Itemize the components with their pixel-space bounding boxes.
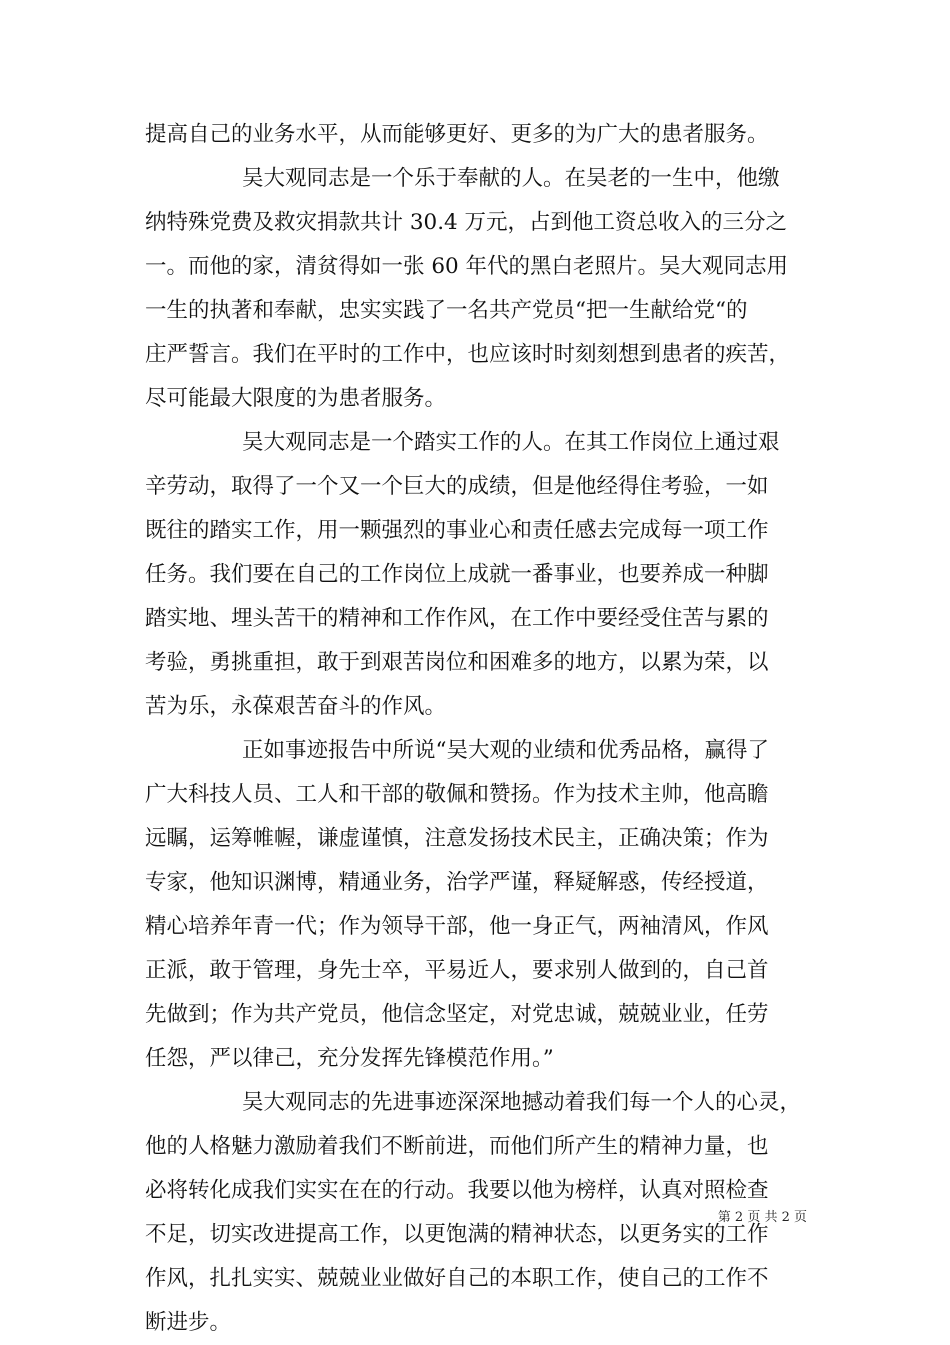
text-line: 任务。我们要在自己的工作岗位上成就一番事业，也要养成一种脚: [145, 562, 769, 587]
text-line: 任怨，严以律己，充分发挥先锋模范作用。”: [145, 1046, 554, 1071]
text-line: 断进步。: [145, 1310, 232, 1335]
text-line: 作风，扎扎实实、兢兢业业做好自己的本职工作，使自己的工作不: [145, 1266, 769, 1291]
text-line: 专家，他知识渊博，精通业务，治学严谨，释疑解惑，传经授道，: [145, 870, 769, 895]
text-line: 不足，切实改进提高工作，以更饱满的精神状态，以更务实的工作: [145, 1222, 769, 1247]
text-line: 踏实地、埋头苦干的精神和工作作风，在工作中要经受住苦与累的: [145, 606, 769, 631]
text-line: 远瞩，运筹帷幄，谦虚谨慎，注意发扬技术民主，正确决策；作为: [145, 826, 769, 851]
paragraph-start-line: 吴大观同志是一个乐于奉献的人。在吴老的一生中，他缴: [242, 166, 780, 191]
text-line: 尽可能最大限度的为患者服务。: [145, 386, 447, 411]
text-line: 精心培养年青一代；作为领导干部，他一身正气，两袖清风，作风: [145, 914, 769, 939]
text-line: 一。而他的家，清贫得如一张 60 年代的黑白老照片。吴大观同志用: [145, 254, 789, 279]
text-line: 辛劳动，取得了一个又一个巨大的成绩，但是他经得住考验，一如: [145, 474, 769, 499]
text-line: 提高自己的业务水平，从而能够更好、更多的为广大的患者服务。: [145, 122, 769, 147]
text-line: 庄严誓言。我们在平时的工作中，也应该时时刻刻想到患者的疾苦，: [145, 342, 791, 367]
text-line: 考验，勇挑重担，敢于到艰苦岗位和困难多的地方，以累为荣，以: [145, 650, 769, 675]
text-line: 既往的踏实工作，用一颗强烈的事业心和责任感去完成每一项工作: [145, 518, 769, 543]
text-line: 一生的执著和奉献，忠实实践了一名共产党员“把一生献给党“的: [145, 298, 748, 323]
text-line: 正派，敢于管理，身先士卒，平易近人，要求别人做到的，自己首: [145, 958, 769, 983]
text-line: 先做到；作为共产党员，他信念坚定，对党忠诚，兢兢业业，任劳: [145, 1002, 769, 1027]
paragraph-start-line: 正如事迹报告中所说“吴大观的业绩和优秀品格，赢得了: [242, 738, 769, 763]
paragraph-start-line: 吴大观同志的先进事迹深深地撼动着我们每一个人的心灵，: [242, 1090, 802, 1115]
page-number: 第 2 页 共 2 页: [717, 1210, 807, 1225]
text-line: 必将转化成我们实实在在的行动。我要以他为榜样，认真对照检查: [145, 1178, 769, 1203]
text-line: 苦为乐，永葆艰苦奋斗的作风。: [145, 694, 447, 719]
text-line: 纳特殊党费及救灾捐款共计 30.4 万元，占到他工资总收入的三分之: [145, 210, 788, 235]
paragraph-start-line: 吴大观同志是一个踏实工作的人。在其工作岗位上通过艰: [242, 430, 780, 455]
document-body: [145, 113, 807, 1345]
text-line: 广大科技人员、工人和干部的敬佩和赞扬。作为技术主帅，他高瞻: [145, 782, 769, 807]
text-line: 他的人格魅力激励着我们不断前进，而他们所产生的精神力量，也: [145, 1134, 769, 1159]
